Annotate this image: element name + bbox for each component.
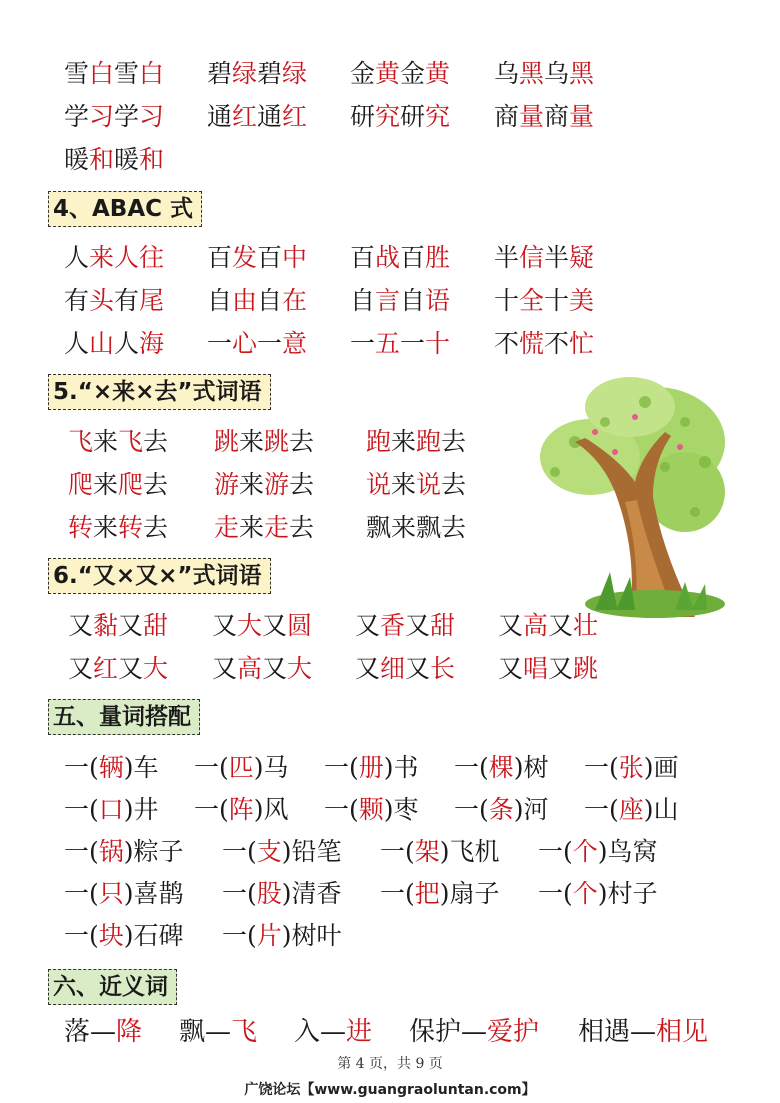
- word: 一(口)井: [64, 795, 159, 824]
- word: 一(阵)风: [194, 795, 289, 824]
- word: 一(匹)马: [194, 753, 289, 782]
- word: 爬来爬去: [68, 470, 169, 499]
- word: 乌黑乌黑: [494, 59, 595, 88]
- word: 一(块)石碑: [64, 921, 184, 950]
- word: 有头有尾: [64, 286, 165, 315]
- synonym-pair: 飘—飞: [179, 1017, 258, 1047]
- word: 又唱又跳: [498, 654, 599, 683]
- word: 不慌不忙: [494, 329, 595, 358]
- word: 一(支)铅笔: [222, 837, 342, 866]
- word: 一(个)村子: [538, 879, 658, 908]
- word: 又高又大: [212, 654, 313, 683]
- word: 又高又壮: [498, 611, 599, 640]
- word: 又红又大: [68, 654, 169, 683]
- word: 碧绿碧绿: [207, 59, 308, 88]
- word: 跑来跑去: [366, 427, 467, 456]
- synonym-pair: 落—降: [64, 1017, 143, 1047]
- word: 又细又长: [355, 654, 456, 683]
- word: 商量商量: [494, 102, 595, 131]
- word: 又黏又甜: [68, 611, 169, 640]
- word: 一(册)书: [324, 753, 419, 782]
- word: 走来走去: [214, 513, 315, 542]
- word: 研究研究: [350, 102, 451, 131]
- measure-words-heading: 五、量词搭配: [48, 699, 200, 735]
- word: 暖和暖和: [64, 145, 165, 174]
- word: 跳来跳去: [214, 427, 315, 456]
- word: 说来说去: [366, 470, 467, 499]
- site-footer: 广饶论坛【www.guangraoluntan.com】: [244, 1082, 536, 1098]
- word: 一(架)飞机: [380, 837, 500, 866]
- word: 通红通红: [207, 102, 308, 131]
- word: 人山人海: [64, 329, 165, 358]
- word: 一(片)树叶: [222, 921, 342, 950]
- word: 人来人往: [64, 243, 165, 272]
- word: 又香又甜: [355, 611, 456, 640]
- word: 一(张)画: [584, 753, 679, 782]
- word: 一(个)鸟窝: [538, 837, 658, 866]
- word: 一(只)喜鹊: [64, 879, 184, 908]
- word: 百发百中: [207, 243, 308, 272]
- synonym-pair: 保护—爱护: [409, 1017, 540, 1047]
- word: 学习学习: [64, 102, 165, 131]
- word: 飞来飞去: [68, 427, 169, 456]
- word: 一(股)清香: [222, 879, 342, 908]
- word: 雪白雪白: [64, 59, 165, 88]
- word: 百战百胜: [350, 243, 451, 272]
- word: 自由自在: [207, 286, 308, 315]
- word: 一五一十: [350, 329, 451, 358]
- word: 一(把)扇子: [380, 879, 500, 908]
- word: 一(座)山: [584, 795, 679, 824]
- word: 一(颗)枣: [324, 795, 419, 824]
- tree-illustration: [535, 372, 730, 622]
- word: 一(辆)车: [64, 753, 159, 782]
- section-5-heading: 5.“×来×去”式词语: [48, 374, 271, 410]
- word: 一心一意: [207, 329, 308, 358]
- word: 飘来飘去: [366, 513, 467, 542]
- word: 又大又圆: [212, 611, 313, 640]
- word: 金黄金黄: [350, 59, 451, 88]
- word: 一(棵)树: [454, 753, 549, 782]
- word: 转来转去: [68, 513, 169, 542]
- page-number: 第 4 页，共 9 页: [337, 1056, 443, 1072]
- synonym-pair: 入—进: [294, 1017, 373, 1047]
- word: 一(条)河: [454, 795, 549, 824]
- section-4-heading: 4、ABAC 式: [48, 191, 202, 227]
- word: 十全十美: [494, 286, 595, 315]
- synonym-pair: 相遇—相见: [578, 1017, 709, 1047]
- word: 自言自语: [350, 286, 451, 315]
- word: 一(锅)粽子: [64, 837, 184, 866]
- word: 半信半疑: [494, 243, 595, 272]
- synonyms-heading: 六、近义词: [48, 969, 177, 1005]
- section-6-heading: 6.“又×又×”式词语: [48, 558, 271, 594]
- word: 游来游去: [214, 470, 315, 499]
